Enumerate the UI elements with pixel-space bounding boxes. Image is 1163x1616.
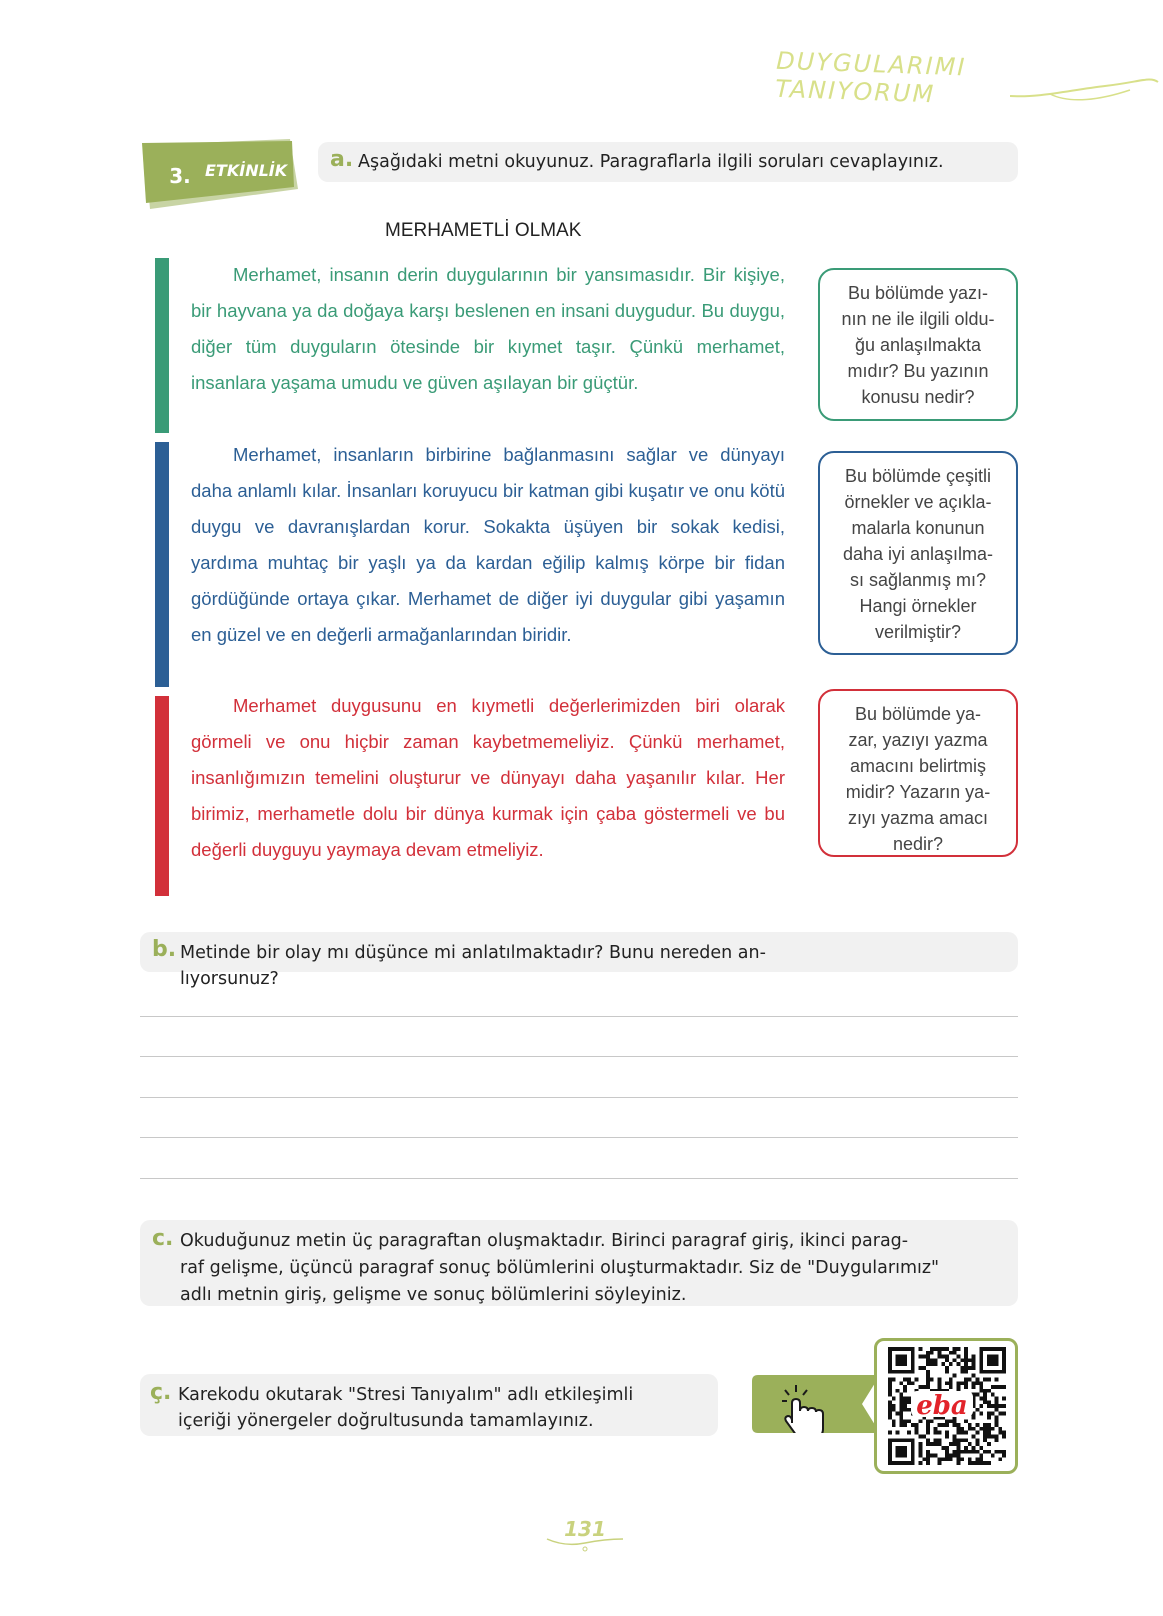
eba-logo-icon xyxy=(907,1387,977,1421)
side-note-line: amacını belirtmiş xyxy=(849,756,987,776)
eba-logo-text: eba xyxy=(916,1391,968,1421)
side-note-line: Bu bölümde ya- xyxy=(854,704,982,724)
paragraph-bar-conclusion xyxy=(155,696,169,896)
side-note-line: nın ne ile ilgili oldu- xyxy=(841,309,995,329)
question-a-letter: a. xyxy=(330,147,354,172)
question-cc-letter: ç. xyxy=(150,1380,172,1405)
paragraph-body xyxy=(191,437,785,653)
side-note-line: örnekler ve açıkla- xyxy=(844,492,992,512)
question-a-text: Aşağıdaki metni okuyunuz. Paragraflarla ilgili soruları cevaplayınız. xyxy=(358,152,944,172)
side-note-line: zar, yazıyı yazma xyxy=(848,730,988,750)
question-c-line-3: adlı metnin giriş, gelişme ve sonuç bölümlerini söyleyiniz. xyxy=(180,1285,687,1305)
activity-number: 3. xyxy=(169,164,191,188)
page-number-decoration xyxy=(545,1533,625,1553)
activity-label: ETKİNLİK xyxy=(205,161,288,180)
paragraph-body-text: Merhamet, insanların birbirine bağlanmasını sağlar ve dünyayı daha anlamlı kılar. İnsanları koruyucu bir katman gibi kuşatır ve onu kötü duygu ve davranışlardan korur. Sokakta üşüyen bir sokak kedisi, yardıma muhtaç bir yaşlı ya da kardan eğilip kalmış körpe bir fidan gördüğünde ortaya çıkar. Merhamet de diğer iyi duygular gibi yaşamın en güzel ve en değerli armağanlarından biridir. xyxy=(191,444,785,645)
question-b-line-2: lıyorsunuz? xyxy=(180,969,279,989)
qr-code-frame[interactable] xyxy=(874,1338,1018,1474)
question-c-line-2: raf gelişme, üçüncü paragraf sonuç bölümlerini oluşturmaktadır. Siz de "Duygularımız" xyxy=(180,1258,940,1278)
side-note-line: Bu bölümde çeşitli xyxy=(844,466,992,486)
paragraph-conclusion xyxy=(191,688,785,868)
side-note-line: sı sağlanmış mı? xyxy=(849,570,987,590)
side-note-line: ğu anlaşılmakta xyxy=(854,335,982,355)
header-swoosh xyxy=(1010,68,1160,108)
answer-line[interactable] xyxy=(140,1016,1018,1017)
question-cc-line-2: içeriği yönergeler doğrultusunda tamamlayınız. xyxy=(178,1411,594,1431)
paragraph-intro xyxy=(191,257,785,401)
chapter-title: DUYGULARIMI TANIYORUM xyxy=(774,46,967,109)
side-note-line: konusu nedir? xyxy=(861,387,975,407)
qr-pointer-tab xyxy=(752,1375,882,1433)
side-note-line: daha iyi anlaşılma- xyxy=(842,544,994,564)
answer-line[interactable] xyxy=(140,1178,1018,1179)
question-b-line-1: Metinde bir olay mı düşünce mi anlatılmaktadır? Bunu nereden an- xyxy=(180,943,766,963)
paragraph-bar-body xyxy=(155,442,169,687)
side-note-conclusion xyxy=(818,689,1018,857)
answer-line[interactable] xyxy=(140,1056,1018,1057)
story-title: MERHAMETLİ OLMAK xyxy=(385,220,582,241)
question-c-letter: c. xyxy=(152,1226,174,1251)
side-note-line: midir? Yazarın ya- xyxy=(845,782,991,802)
side-note-line: mıdır? Bu yazının xyxy=(847,361,989,381)
side-note-line: malarla konunun xyxy=(851,518,985,538)
paragraph-intro-text: Merhamet, insanın derin duygularının bir yansımasıdır. Bir kişiye, bir hayvana ya da doğaya karşı beslenen en insani duygudur. Bu duygu, diğer tüm duyguların ötesinde bir kıymet taşır. Çünkü merhamet, insanlara yaşama umudu ve güven aşılayan bir güçtür. xyxy=(191,264,785,393)
side-note-line: verilmiştir? xyxy=(874,622,961,642)
side-note-body xyxy=(818,451,1018,655)
side-note-line: Hangi örnekler xyxy=(859,596,977,616)
question-cc-line-1: Karekodu okutarak "Stresi Tanıyalım" adlı etkileşimli xyxy=(178,1385,634,1405)
side-note-intro xyxy=(818,268,1018,421)
side-note-line: nedir? xyxy=(892,834,944,854)
page-number: 131 xyxy=(564,1517,606,1541)
question-b-letter: b. xyxy=(152,937,177,962)
question-c-line-1: Okuduğunuz metin üç paragraftan oluşmaktadır. Birinci paragraf giriş, ikinci parag- xyxy=(180,1231,909,1251)
answer-line[interactable] xyxy=(140,1097,1018,1098)
paragraph-bar-intro xyxy=(155,258,169,433)
side-note-line: Bu bölümde yazı- xyxy=(847,283,989,303)
side-note-line: zıyı yazma amacı xyxy=(847,808,989,828)
answer-line[interactable] xyxy=(140,1137,1018,1138)
paragraph-conclusion-text: Merhamet duygusunu en kıymetli değerlerimizden biri olarak görmeli ve onu hiçbir zaman kaybetmemeliyiz. Çünkü merhamet, insanlığımızın temelini oluşturur ve dünyayı daha yaşanılır kılar. Her birimiz, merhametle dolu bir dünya kurmak için çaba göstermeli ve bu değerli duyguyu yaymaya devam etmeliyiz. xyxy=(191,695,785,860)
activity-badge xyxy=(142,139,302,211)
